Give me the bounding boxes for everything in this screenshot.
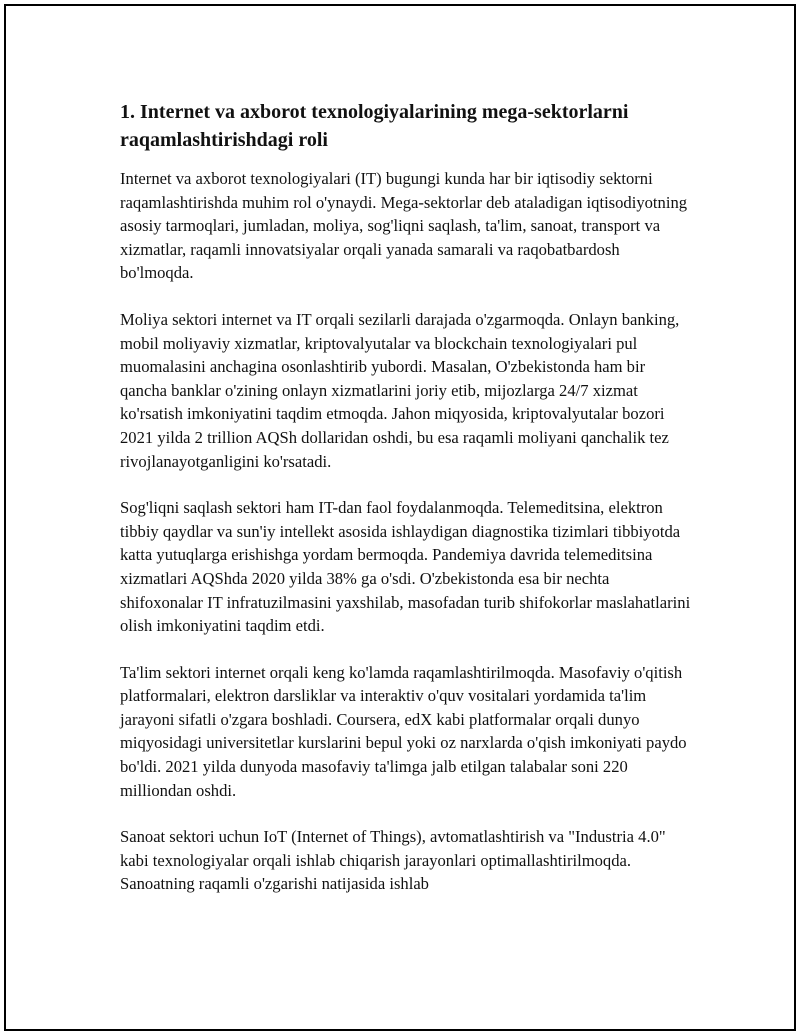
paragraph-intro: Internet va axborot texnologiyalari (IT) bugungi kunda har bir iqtisodiy sektorni raqamlashtirishda muhim rol o'ynaydi. Mega-sektorlar deb ataladigan iqtisodiyotning asosiy tarmoqlari, jumladan, moliya, sog'liqni saqlash, ta'lim, sanoat, transport va xizmatlar, raqamli innovatsiyalar orqali yanada samarali va raqobatbardosh bo'lmoqda. [120, 169, 688, 283]
paragraph-finance: Moliya sektori internet va IT orqali sezilarli darajada o'zgarmoqda. Onlayn banking, mobil moliyaviy xizmatlar, kriptovalyutalar va blockchain texnologiyalari pul muomalasini anchagina osonlashtirib yubordi. Masalan, O'zbekistonda ham bir qancha banklar o'zining onlayn xizmatlarini joriy etib, mijozlarga 24/7 xizmat ko'rsatish imkoniyatini taqdim etmoqda. Jahon miqyosida, kriptovalyutalar bozori 2021 yilda 2 trillion AQSh dollaridan oshdi, bu esa raqamli moliyani qanchalik tez rivojlanayotganligini ko'rsatadi. [120, 309, 680, 471]
paragraph-education: Ta'lim sektori internet orqali keng ko'lamda raqamlashtirilmoqda. Masofaviy o'qitish platformalari, elektron darsliklar va interaktiv o'quv vositalari yordamida ta'lim jarayoni sifatli o'zgara boshladi. Coursera, edX kabi platformalar orqali dunyo miqyosidagi universitetlar kurslarini bepul yoki oz narxlarda o'qish imkoniyati paydo bo'ldi. 2021 yilda dunyoda masofaviy ta'limga jalb etilgan talabalar soni 220 milliondan oshdi. [120, 662, 687, 800]
document-content [120, 98, 696, 919]
document-page [4, 4, 796, 1031]
paragraph-industry: Sanoat sektori uchun IoT (Internet of Things), avtomatlashtirish va "Industria 4.0" kabi texnologiyalar orqali ishlab chiqarish jarayonlari optimallashtirilmoqda. Sanoatning raqamli o'zgarishi natijasida ishlab [120, 827, 666, 894]
paragraph-healthcare: Sog'liqni saqlash sektori ham IT-dan faol foydalanmoqda. Telemeditsina, elektron tibbiy qaydlar va sun'iy intellekt asosida ishlaydigan diagnostika tizimlari tibbiyotda katta yutuqlarga erishishga yordam bermoqda. Pandemiya davrida telemeditsina xizmatlari AQShda 2020 yilda 38% ga o'sdi. O'zbekistonda esa bir nechta shifoxonalar IT infratuzilmasini yaxshilab, masofadan turib shifokorlar maslahatlarini olish imkoniyatini taqdim etdi. [120, 498, 691, 636]
section-heading: 1. Internet va axborot texnologiyalarining mega-sektorlarni raqamlashtirishdagi roli [120, 101, 629, 151]
